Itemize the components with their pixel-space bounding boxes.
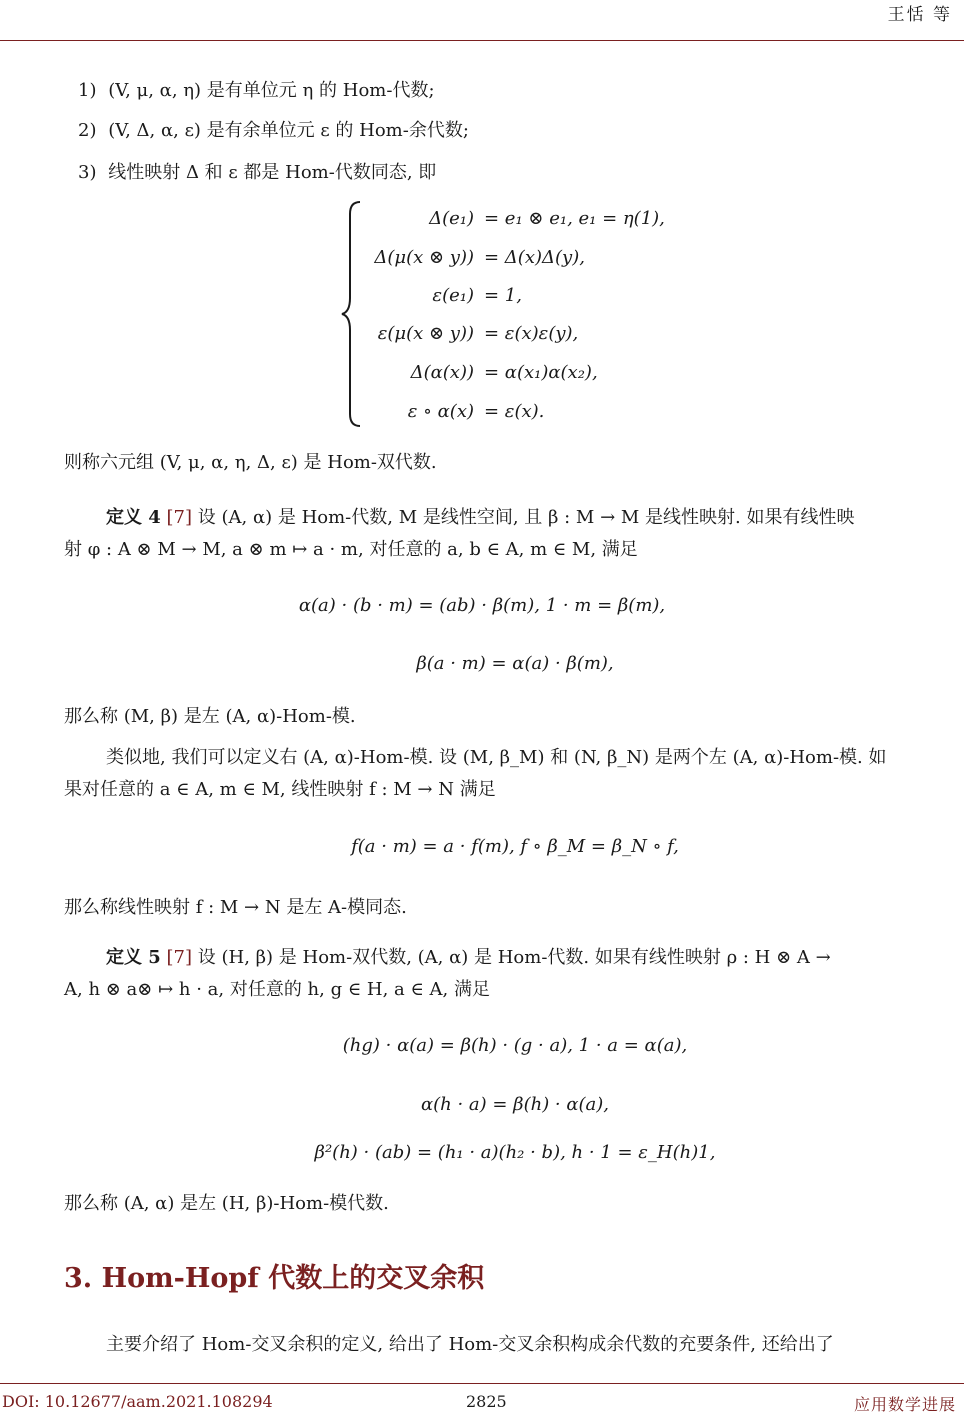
definition-5-line-1 — [106, 943, 831, 969]
definition-5-conclusion: 那么称 (A, α) 是左 (H, β)-Hom-模代数. — [64, 1193, 389, 1214]
list-item-2 — [78, 116, 469, 142]
list-item-1 — [78, 76, 435, 102]
section-intro: 主要介绍了 Hom-交叉余积的定义, 给出了 Hom-交叉余积构成余代数的充要条件, 还给出了 — [106, 1334, 834, 1355]
page-number: 2825 — [466, 1392, 507, 1411]
system-lhs: Δ(μ(x ⊗ y)) — [374, 247, 474, 268]
system-row — [0, 201, 964, 237]
equation: β²(h) · (ab) = (h₁ · a)(h₂ · b), h · 1 = ε_H(h)1, — [314, 1142, 716, 1163]
equation: f(a · m) = a · f(m), f ∘ β_M = β_N ∘ f, — [351, 836, 679, 857]
list-number: 2) — [78, 120, 97, 141]
system-row — [0, 316, 964, 352]
system-row — [0, 394, 964, 430]
system-rhs: = e₁ ⊗ e₁, e₁ = η(1), — [484, 208, 665, 229]
system-conclusion: 则称六元组 (V, μ, α, η, Δ, ε) 是 Hom-双代数. — [64, 452, 437, 473]
doi-link[interactable]: DOI: 10.12677/aam.2021.108294 — [2, 1392, 273, 1411]
journal-name: 应用数学进展 — [853, 1395, 956, 1414]
definition-label: 定义 5 — [106, 947, 161, 968]
system-lhs: Δ(e₁) — [429, 208, 474, 229]
equation: β(a · m) = α(a) · β(m), — [416, 653, 614, 674]
citation-link[interactable]: [7] — [166, 507, 193, 528]
system-row — [0, 240, 964, 276]
list-text: 线性映射 Δ 和 ε 都是 Hom-代数同态, 即 — [108, 162, 437, 183]
system-lhs: ε(e₁) — [432, 285, 474, 306]
header-rule — [0, 40, 964, 41]
paragraph-line: 果对任意的 a ∈ A, m ∈ M, 线性映射 f : M → N 满足 — [64, 779, 496, 800]
footer-rule — [0, 1383, 964, 1384]
list-text: (V, μ, α, η) 是有单位元 η 的 Hom-代数; — [108, 80, 435, 101]
equation: (hg) · α(a) = β(h) · (g · a), 1 · a = α(a), — [342, 1035, 688, 1056]
system-row — [0, 278, 964, 314]
section-title: 3. Hom-Hopf 代数上的交叉余积 — [64, 1263, 485, 1294]
paragraph-line: 类似地, 我们可以定义右 (A, α)-Hom-模. 设 (M, β_M) 和 (N, β_N) 是两个左 (A, α)-Hom-模. 如 — [106, 747, 887, 768]
header-author: 王恬 等 — [887, 5, 952, 25]
definition-text: 设 (H, β) 是 Hom-双代数, (A, α) 是 Hom-代数. 如果有线性映射 ρ : H ⊗ A → — [197, 947, 831, 968]
system-row — [0, 355, 964, 391]
system-lhs: ε(μ(x ⊗ y)) — [377, 323, 474, 344]
definition-text: 设 (A, α) 是 Hom-代数, M 是线性空间, 且 β : M → M 是线性映射. 如果有线性映 — [197, 507, 855, 528]
equation: α(h · a) = β(h) · α(a), — [420, 1094, 610, 1115]
system-rhs: = Δ(x)Δ(y), — [484, 247, 585, 268]
system-rhs: = 1, — [484, 285, 522, 306]
system-rhs: = ε(x). — [484, 401, 545, 422]
equation: α(a) · (b · m) = (ab) · β(m), 1 · m = β(m), — [298, 595, 666, 616]
list-text: (V, Δ, α, ε) 是有余单位元 ε 的 Hom-余代数; — [108, 120, 469, 141]
paragraph-conclusion: 那么称线性映射 f : M → N 是左 A-模同态. — [64, 897, 407, 918]
definition-4-line-2: 射 φ : A ⊗ M → M, a ⊗ m ↦ a · m, 对任意的 a, b ∈ A, m ∈ M, 满足 — [64, 539, 638, 560]
list-number: 3) — [78, 162, 97, 183]
system-rhs: = ε(x)ε(y), — [484, 323, 579, 344]
definition-4-line-1 — [106, 503, 854, 529]
list-number: 1) — [78, 80, 97, 101]
definition-label: 定义 4 — [106, 507, 161, 528]
system-lhs: ε ∘ α(x) — [407, 401, 474, 422]
list-item-3 — [78, 158, 436, 184]
definition-4-conclusion: 那么称 (M, β) 是左 (A, α)-Hom-模. — [64, 706, 356, 727]
definition-5-line-2: A, h ⊗ a⊗ ↦ h · a, 对任意的 h, g ∈ H, a ∈ A, 满足 — [64, 979, 490, 1000]
citation-link[interactable]: [7] — [166, 947, 193, 968]
system-rhs: = α(x₁)α(x₂), — [484, 362, 598, 383]
system-lhs: Δ(α(x)) — [410, 362, 474, 383]
